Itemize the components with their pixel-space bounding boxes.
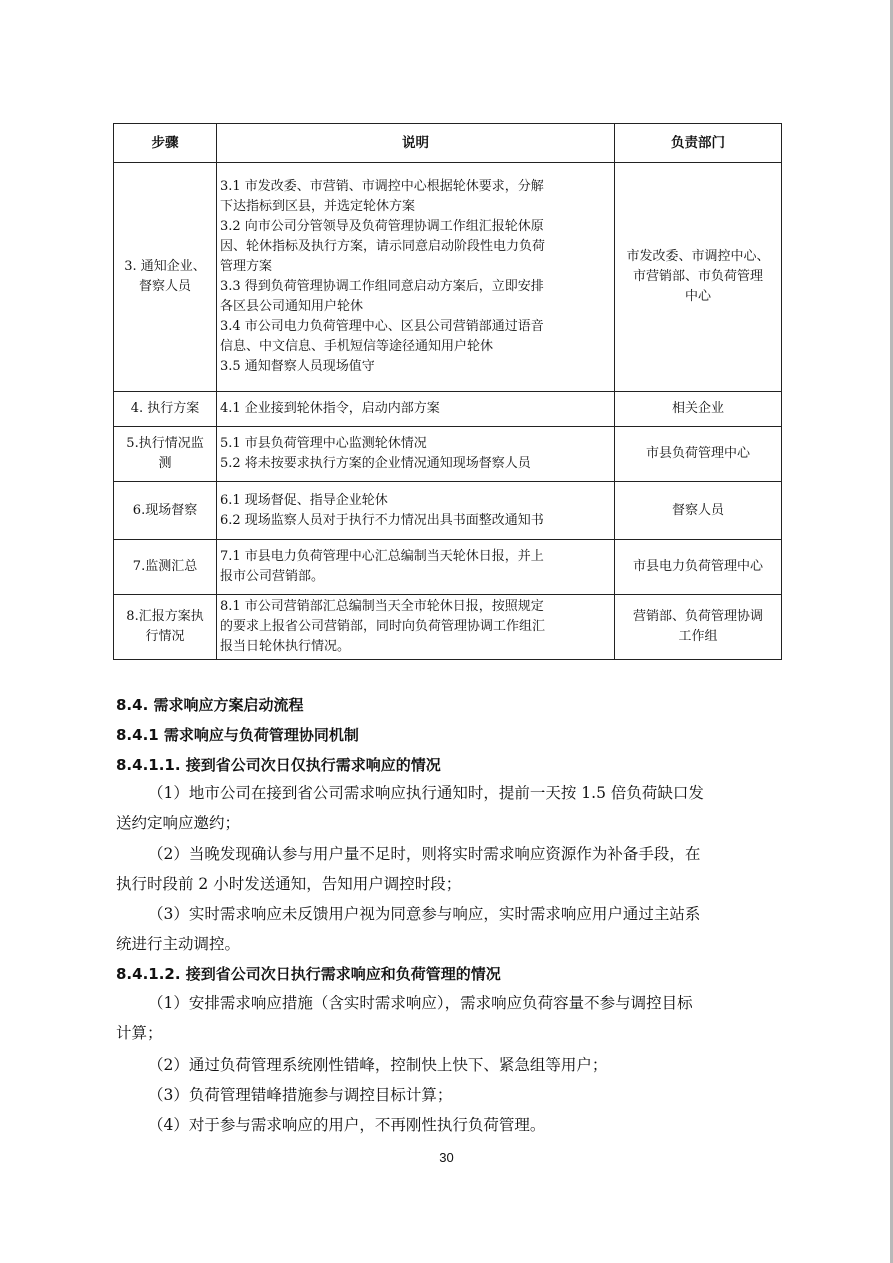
cell-line: 报市公司营销部。	[220, 569, 325, 584]
cell-line: 因、轮休指标及执行方案，请示同意启动阶段性电力负荷	[220, 239, 546, 254]
subsubsection-heading: 8.4.1.2. 接到省公司次日执行需求响应和负荷管理的情况	[116, 965, 501, 983]
cell-line: 市县负荷管理中心	[645, 446, 750, 461]
cell-line: 3.3 得到负荷管理协调工作组同意启动方案后，立即安排	[220, 279, 544, 294]
cell-line: 中心	[684, 289, 711, 304]
description-cell	[217, 163, 615, 392]
cell-line: 3.4 市公司电力负荷管理中心、区县公司营销部通过语音	[220, 319, 544, 334]
column-header-step: 步骤	[114, 124, 217, 163]
table-row	[114, 163, 782, 392]
paragraph	[116, 899, 780, 959]
cell-line: 下达指标到区县，并选定轮休方案	[220, 199, 416, 214]
paragraph-line: （2）通过负荷管理系统刚性错峰，控制快上快下、紧急组等用户；	[148, 1056, 608, 1074]
cell-line: 信息、中文信息、手机短信等途径通知用户轮休	[220, 339, 494, 354]
cell-line: 3.5 通知督察人员现场值守	[220, 359, 375, 374]
cell-line: 的要求上报省公司营销部，同时向负荷管理协调工作组汇	[220, 619, 546, 634]
column-header-department: 负责部门	[615, 124, 782, 163]
cell-line: 营销部、负荷管理协调	[632, 609, 763, 624]
table-row	[114, 482, 782, 540]
department-cell	[615, 163, 782, 392]
paragraph	[116, 1050, 780, 1080]
subsection-heading: 8.4.1 需求响应与负荷管理协同机制	[116, 726, 359, 744]
procedure-table	[113, 123, 782, 660]
cell-line: 5.执行情况监	[126, 436, 204, 451]
column-header-description: 说明	[217, 124, 615, 163]
step-cell	[114, 540, 217, 595]
cell-line: 报当日轮休执行情况。	[220, 639, 351, 654]
cell-line: 8.1 市公司营销部汇总编制当天全市轮休日报，按照规定	[220, 599, 544, 614]
cell-line: 4. 执行方案	[130, 401, 200, 416]
cell-line: 市县电力负荷管理中心	[632, 559, 763, 574]
description-cell	[217, 595, 615, 660]
step-cell	[114, 595, 217, 660]
table-row	[114, 595, 782, 660]
cell-line: 4.1 企业接到轮休指令，启动内部方案	[220, 401, 440, 416]
cell-line: 3.1 市发改委、市营销、市调控中心根据轮休要求，分解	[220, 179, 544, 194]
table-row	[114, 392, 782, 427]
subsubsection-heading: 8.4.1.1. 接到省公司次日仅执行需求响应的情况	[116, 756, 441, 774]
paragraph-line: 送约定响应邀约；	[116, 814, 241, 832]
cell-line: 测	[158, 456, 172, 471]
cell-line: 工作组	[678, 629, 718, 644]
cell-line: 市发改委、市调控中心、	[626, 249, 770, 264]
department-cell	[615, 540, 782, 595]
paragraph-line: （3）实时需求响应未反馈用户视为同意参与响应，实时需求响应用户通过主站系	[148, 905, 701, 923]
description-cell	[217, 427, 615, 482]
department-cell	[615, 482, 782, 540]
cell-line: 7.监测汇总	[132, 559, 198, 574]
cell-line: 相关企业	[671, 401, 724, 416]
cell-line: 6.2 现场监察人员对于执行不力情况出具书面整改通知书	[220, 512, 544, 528]
table-header-row	[114, 124, 782, 163]
paragraph-line: （4）对于参与需求响应的用户，不再刚性执行负荷管理。	[148, 1116, 546, 1134]
paragraph	[116, 1110, 780, 1140]
cell-line: 6.现场督察	[132, 502, 198, 518]
cell-line: 市营销部、市负荷管理	[632, 269, 763, 284]
paragraph-line: （2）当晚发现确认参与用户量不足时，则将实时需求响应资源作为补备手段，在	[148, 845, 701, 863]
table-row	[114, 540, 782, 595]
paragraph-line: （1）安排需求响应措施（含实时需求响应），需求响应负荷容量不参与调控目标	[148, 994, 693, 1012]
cell-line: 5.1 市县负荷管理中心监测轮休情况	[220, 436, 427, 451]
paragraph-line: 执行时段前 2 小时发送通知，告知用户调控时段；	[116, 875, 462, 893]
description-cell	[217, 392, 615, 427]
paragraph	[116, 778, 780, 838]
paragraph	[116, 839, 780, 899]
description-cell	[217, 482, 615, 540]
cell-line: 7.1 市县电力负荷管理中心汇总编制当天轮休日报，并上	[220, 549, 544, 564]
table-row	[114, 427, 782, 482]
department-cell	[615, 427, 782, 482]
cell-line: 3.2 向市公司分管领导及负荷管理协调工作组汇报轮休原	[220, 219, 544, 234]
step-cell	[114, 427, 217, 482]
cell-line: 督察人员	[138, 279, 191, 294]
cell-line: 6.1 现场督促、指导企业轮休	[220, 492, 388, 508]
paragraph-line: 计算；	[116, 1024, 163, 1042]
step-cell	[114, 163, 217, 392]
page-number: 30	[439, 1150, 454, 1165]
step-cell	[114, 392, 217, 427]
cell-line: 3. 通知企业、	[124, 259, 206, 274]
paragraph	[116, 988, 780, 1048]
paragraph-line: （1）地市公司在接到省公司需求响应执行通知时，提前一天按 1.5 倍负荷缺口发	[148, 784, 704, 802]
paragraph-line: 统进行主动调控。	[116, 935, 241, 953]
cell-line: 管理方案	[220, 259, 273, 274]
department-cell	[615, 595, 782, 660]
description-cell	[217, 540, 615, 595]
section-heading: 8.4. 需求响应方案启动流程	[116, 696, 304, 714]
department-cell	[615, 392, 782, 427]
step-cell	[114, 482, 217, 540]
cell-line: 督察人员	[671, 502, 724, 518]
paragraph-line: （3）负荷管理错峰措施参与调控目标计算；	[148, 1086, 453, 1104]
paragraph	[116, 1080, 780, 1110]
cell-line: 各区县公司通知用户轮休	[220, 299, 364, 314]
cell-line: 8.汇报方案执	[126, 609, 204, 624]
cell-line: 5.2 将未按要求执行方案的企业情况通知现场督察人员	[220, 456, 531, 471]
cell-line: 行情况	[145, 629, 185, 644]
